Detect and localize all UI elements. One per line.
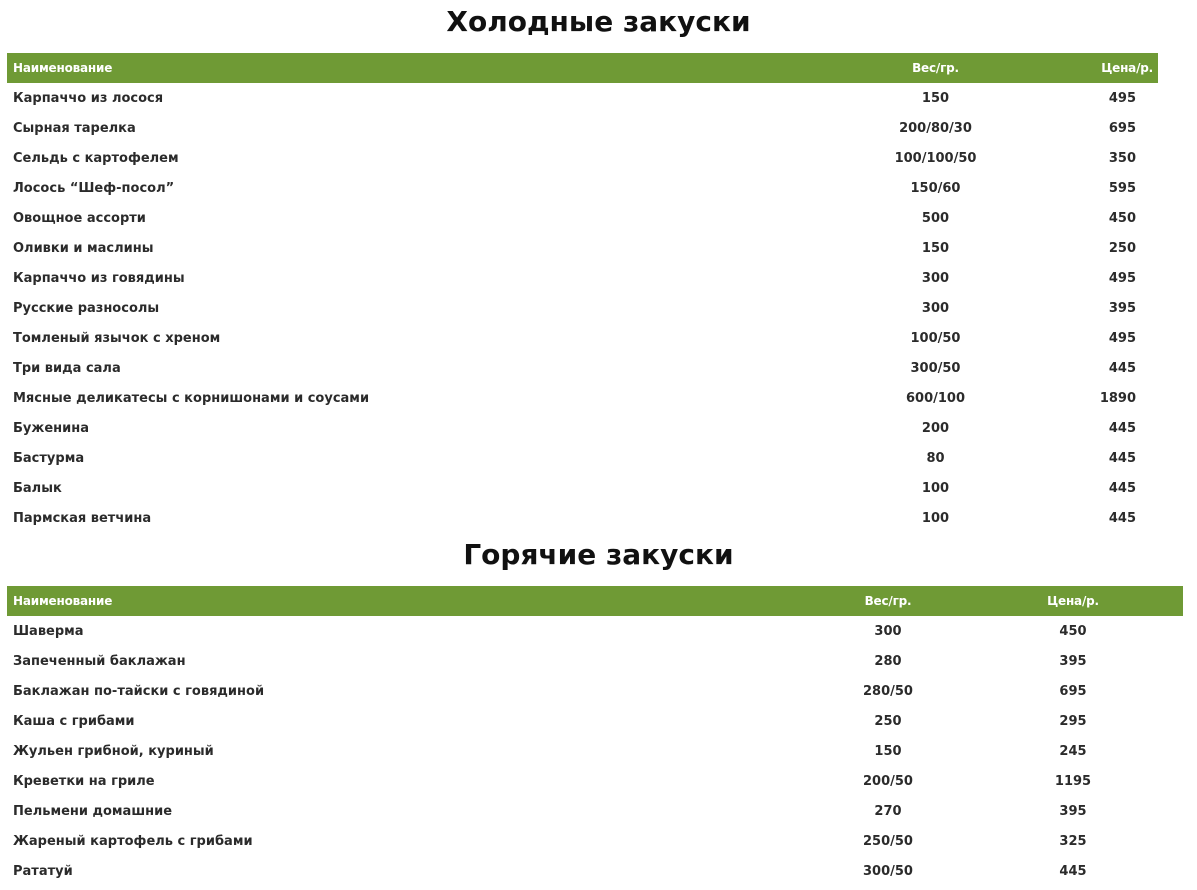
menu-item-weight: 100/50 (910, 330, 961, 346)
menu-item-name: Креветки на гриле (13, 773, 155, 789)
menu-item-price: 445 (1108, 420, 1136, 436)
menu-item-name: Бастурма (13, 450, 85, 466)
menu-item-price: 250 (1108, 240, 1136, 256)
menu-item-row (7, 736, 1183, 766)
column-header-weight: Вес/гр. (912, 61, 959, 75)
menu-item-row (7, 706, 1183, 736)
menu-item-row (7, 646, 1183, 676)
menu-item-weight: 100/100/50 (894, 150, 977, 166)
menu-item-weight: 280 (874, 653, 902, 669)
menu-item-row (7, 413, 1158, 443)
menu-item-name: Жульен грибной, куриный (13, 743, 214, 759)
menu-item-weight: 80 (926, 450, 945, 466)
menu-item-row (7, 443, 1158, 473)
menu-item-weight: 300/50 (863, 863, 913, 879)
menu-item-price: 445 (1108, 450, 1136, 466)
menu-item-weight: 200/50 (863, 773, 913, 789)
menu-item-row (7, 113, 1158, 143)
menu-item-row (7, 676, 1183, 706)
menu-item-weight: 200 (921, 420, 950, 436)
menu-item-weight: 150 (874, 743, 902, 759)
menu-item-price: 445 (1108, 480, 1136, 496)
menu-item-price: 695 (1108, 120, 1136, 136)
menu-item-price: 450 (1059, 623, 1087, 639)
menu-item-price: 1195 (1054, 773, 1092, 789)
menu-item-price: 395 (1108, 300, 1136, 316)
menu-item-row (7, 503, 1158, 533)
menu-item-price: 450 (1108, 210, 1136, 226)
menu-item-weight: 280/50 (863, 683, 913, 699)
menu-item-weight: 300 (921, 270, 950, 286)
section-title-hot-appetizers: Горячие закуски (463, 538, 734, 571)
column-header-name: Наименование (13, 594, 113, 608)
table-body (7, 616, 1183, 886)
header-row (7, 586, 1183, 616)
menu-item-row (7, 826, 1183, 856)
menu-item-price: 1890 (1099, 390, 1136, 406)
menu-item-row (7, 796, 1183, 826)
menu-item-weight: 500 (921, 210, 950, 226)
menu-item-weight: 150 (921, 240, 950, 256)
menu-item-price: 445 (1108, 360, 1136, 376)
menu-item-row (7, 856, 1183, 886)
menu-item-name: Карпаччо из лосося (13, 90, 164, 106)
menu-item-name: Сырная тарелка (13, 120, 136, 136)
table-header (7, 586, 1183, 616)
menu-item-name: Сельдь с картофелем (13, 150, 179, 166)
section-title-cold-appetizers: Холодные закуски (446, 5, 751, 38)
column-header-price: Цена/р. (1101, 61, 1153, 75)
menu-item-price: 595 (1108, 180, 1136, 196)
menu-item-row (7, 143, 1158, 173)
column-header-weight: Вес/гр. (864, 594, 912, 608)
menu-item-name: Оливки и маслины (13, 240, 154, 256)
menu-item-row (7, 383, 1158, 413)
menu-item-name: Запеченный баклажан (13, 653, 186, 669)
menu-item-name: Овощное ассорти (13, 210, 146, 226)
menu-table-hot-appetizers (7, 586, 1183, 886)
menu-item-weight: 150 (921, 90, 950, 106)
menu-item-name: Шаверма (13, 623, 84, 639)
menu-item-row (7, 293, 1158, 323)
menu-item-name: Буженина (13, 420, 89, 436)
menu-item-price: 495 (1108, 270, 1136, 286)
menu-item-name: Мясные деликатесы с корнишонами и соусами (13, 390, 370, 406)
menu-item-price: 495 (1108, 90, 1136, 106)
table-body (7, 83, 1158, 533)
menu-item-name: Русские разносолы (13, 300, 160, 316)
menu-item-weight: 300 (921, 300, 950, 316)
menu-item-weight: 200/80/30 (899, 120, 972, 136)
menu-item-price: 695 (1059, 683, 1087, 699)
menu-item-row (7, 766, 1183, 796)
menu-item-name: Балык (13, 480, 62, 496)
menu-item-name: Баклажан по-тайски с говядиной (13, 683, 265, 699)
menu-item-price: 445 (1059, 863, 1087, 879)
menu-item-name: Томленый язычок с хреном (13, 330, 221, 346)
menu-item-row (7, 173, 1158, 203)
menu-item-name: Каша с грибами (13, 713, 135, 729)
menu-item-weight: 150/60 (910, 180, 961, 196)
header-row (7, 53, 1158, 83)
menu-item-name: Пармская ветчина (13, 510, 152, 526)
menu-item-price: 245 (1059, 743, 1087, 759)
menu-item-price: 495 (1108, 330, 1136, 346)
menu-item-row (7, 263, 1158, 293)
menu-item-price: 445 (1108, 510, 1136, 526)
menu-item-price: 350 (1108, 150, 1136, 166)
menu-table-cold-appetizers (7, 53, 1158, 533)
menu-item-name: Три вида сала (13, 360, 121, 376)
menu-item-weight: 300 (874, 623, 902, 639)
menu-item-weight: 100 (921, 480, 950, 496)
menu-item-row (7, 353, 1158, 383)
menu-item-weight: 250/50 (863, 833, 913, 849)
menu-item-weight: 100 (921, 510, 950, 526)
menu-item-weight: 250 (874, 713, 902, 729)
menu-item-weight: 270 (874, 803, 902, 819)
menu-item-name: Пельмени домашние (13, 803, 173, 819)
menu-item-row (7, 203, 1158, 233)
menu-item-weight: 300/50 (910, 360, 961, 376)
menu-item-weight: 600/100 (905, 390, 966, 406)
menu-item-row (7, 616, 1183, 646)
table-header (7, 53, 1158, 83)
menu-item-row (7, 233, 1158, 263)
menu-item-price: 295 (1059, 713, 1087, 729)
menu-item-price: 395 (1059, 653, 1087, 669)
menu-item-name: Карпаччо из говядины (13, 270, 185, 286)
menu-item-name: Рататуй (13, 863, 73, 879)
menu-item-price: 395 (1059, 803, 1087, 819)
column-header-name: Наименование (13, 61, 113, 75)
menu-item-price: 325 (1059, 833, 1087, 849)
menu-item-row (7, 473, 1158, 503)
column-header-price: Цена/р. (1047, 594, 1099, 608)
menu-item-row (7, 83, 1158, 113)
menu-item-name: Жареный картофель с грибами (13, 833, 253, 849)
menu-item-row (7, 323, 1158, 353)
menu-item-name: Лосось “Шеф-посол” (13, 180, 175, 196)
